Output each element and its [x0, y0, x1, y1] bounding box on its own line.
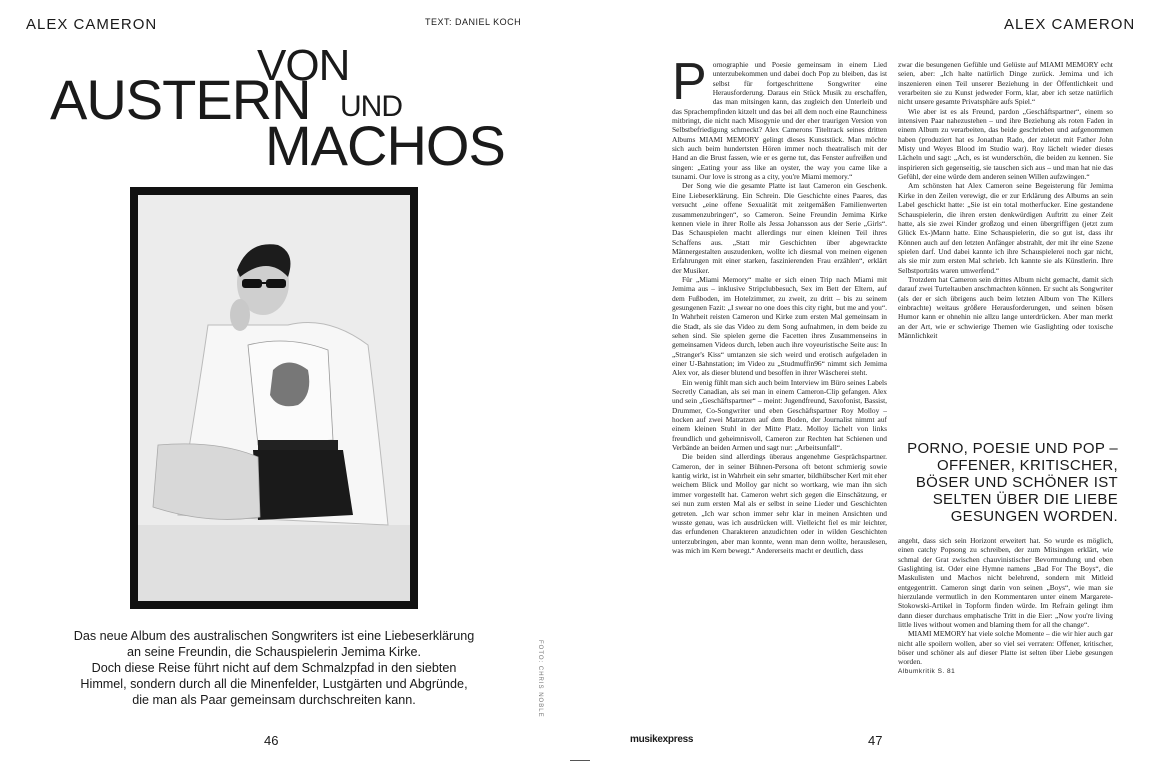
- paragraph: ornographie und Poesie gemeinsam in einem Lied unterzubekommen und dabei doch Pop zu bleiben, das ist selbst für fortgeschrittene Songwriter eine Herausforderung. Daraus ein Stück Musik zu erschaffen, das man mitsingen kann, das zugleich den Unterleib und das Sprachempfinden kitzelt und das bei all dem noch eine Raunchiness mitbringt, die nicht nach Misogynie und der eher traurigen Version von Selbstbefriedigung schmeckt? Alex Camerons Titeltrack seines dritten Albums MIAMI MEMORY gelingt dieses Kunststück. Man möchte sich auch beim hundertsten Hören immer noch theatralisch mit der Hand an die Brust fassen, wie er es gerne tut, das Fenster aufreißen und singen: „Eating your ass like an oyster, the way you came like a tsunami. Our love is strong as a city, you're Miami memory.“: [672, 60, 887, 182]
- lead-paragraph: [20, 628, 528, 708]
- paragraph: angeht, dass sich sein Horizont erweitert hat. So wurde es möglich, einen catchy Popsong zu schreiben, der zum Mitsingen erklärt, wie schmal der Grat zwischen chauvinistischer Bevormundung und eben Gaslighting ist. Oder eine Hymne namens „Bad For The Boys“, die Maskulisten und Machos nicht belehrend, sondern mit Mitleid entgegentritt. Cameron singt darin von seinen „Boys“, wie man sie hierzulande vermutlich in den Kommentaren unter einem Margarete-Stokowski-Artikel in Topform finden würde. Im Refrain gelingt ihm dann dieser durchaus emphatische Tritt in die Eier: „Now you're living little lives without women and blaming them for all the change“.: [898, 536, 1113, 630]
- portrait-photo: [130, 187, 418, 609]
- photo-credit: FOTO: CHRIS NOBLE: [537, 640, 543, 718]
- paragraph: Ein wenig fühlt man sich auch beim Interview im Büro seines Labels Secretly Canadian, als sei man in einem Cameron-Clip gefangen. Alex und sein „Geschäftspartner“ – meint: Jugendfreund, Saxofonist, Bassist, Drummer, Co-Songwriter und eben Geschäftspartner Roy Molloy – hocken auf zwei Matratzen auf dem Boden, der Journalist nimmt auf einem kleinen Stuhl in der Mitte Platz. Molloy lächelt von links freundlich und geheimnisvoll, Cameron zur Rechten hat Schienen und Verbände an beiden Armen und sagt nur: „Arbeitsunfall“.: [672, 377, 887, 453]
- article-column-1: [672, 60, 887, 720]
- paragraph: Der Song wie die gesamte Platte ist laut Cameron ein Geschenk. Eine Liebeserklärung. Ein Schrein. Die Geschichte eines Paares, das versucht „eine offene Sexualität mit zeitgemäßen Familienwerten zusammenzubringen“, so Cameron. Seine Freundin Jemima Kirke kennen viele in ihrer Rolle als Jessa Johansson aus der Serie „Girls“. Das Schauspielen macht allerdings nur einen kleinen Teil ihres Schaffens aus. „Statt mir Geschichten über abgewrackte Männergestalten auszudenken, wollte ich diesmal von meinen eigenen Erfahrungen mit einer starken, faszinierenden Frau erzählen“, erklärt der Musiker.: [672, 181, 887, 275]
- article-column-2-bottom: [898, 536, 1113, 722]
- paragraph: Trotzdem hat Cameron sein drittes Album nicht gemacht, damit sich darauf zwei Turteltauben anschmachten können. Er sucht als Songwriter (als der er sich übrigens auch beim letzten Album von The Killers einbrachte) weitaus größere Herausforderungen, und seinen bösen Humor kann er ohnehin nie allzu lange unterdrücken. Aber man merkt an der Art, wie er schwierige Themen wie Gaslighting oder toxische Männlichkeit: [898, 274, 1113, 340]
- running-head-left: ALEX CAMERON: [26, 16, 158, 33]
- paragraph: Für „Miami Memory“ malte er sich einen Trip nach Miami mit Jemima aus – inklusive Stripclubbesuch, Sex im Bett der Eltern, auf dem Fußboden, im Hotelzimmer, zu zweit, zu dritt – bis zu seinem gesungenen Fazit: „I swear no one does this city right, but me and you“. In Wahrheit reisten Cameron und Kirke zum ersten Mal gemeinsam in die Stadt, als sie das Video zu dem Song aufnahmen, in dem beide zu sehen sind. Sie spielen gerne die Facetten ihres Zusammenseins in gemeinsamen Videos durch, leben auch ihre voyeuristische Seite aus: In „Stranger's Kiss“ umtanzen sie sich weird und erotisch aufgeladen in einer U-Bahnstation; im Video zu „Studmuffin96“ nimmt sich Jemima Alex vor, als dieser blutend und besoffen in ihrer Wäscherei steht.: [672, 274, 887, 378]
- paragraph: Die beiden sind allerdings überaus angenehme Gesprächspartner. Cameron, der in seiner Bühnen-Persona oft betont schmierig sowie kantig wirkt, ist in Wahrheit ein sehr smarter, bildhübscher Kerl mit eher weichem Blick und Molloy gar nicht so wortkarg, wie man ihn sich immer vorgestellt hat. Cameron wehrt sich gegen die Einschätzung, er sei nun zum ersten Mal als er selbst in seine Lieder und Geschichten getreten. „Ich war schon immer sehr klar in meinen Ansichten und wusste genau, was ich ausdrücken will. Vielleicht fiel es mir leichter, das erfundenen Charakteren anzudichten oder in wilden Geschichten unterzubringen, aber man konnte, wenn man denn wollte, herauslesen, was mich im Kern bewegt.“ Andererseits macht er deutlich, dass: [672, 452, 887, 555]
- lead-line: die man als Paar gemeinsam durchschreiten kann.: [132, 693, 416, 707]
- paragraph: MIAMI MEMORY hat viele solche Momente – die wir hier auch gar nicht alle spoilern wollen, aber so viel sei verraten: Offener, kritischer, böser und schöner als auf dieser Platte ist selten über Liebe gesungen worden.: [898, 629, 1113, 667]
- magazine-logo: musikexpress: [630, 734, 694, 745]
- review-reference: Albumkritik S. 81: [898, 667, 956, 675]
- pull-quote-line: GESUNGEN WORDEN.: [950, 508, 1118, 525]
- drop-cap: P: [672, 60, 707, 111]
- page-number-left: 46: [264, 733, 279, 748]
- lead-line: Himmel, sondern durch all die Minenfelder, Lustgärten und Abgründe,: [80, 677, 468, 691]
- article-column-2-top: [898, 60, 1113, 428]
- gutter-mark: [570, 760, 590, 761]
- title-line-2-small: UND: [340, 90, 402, 123]
- pull-quote-line: BÖSER UND SCHÖNER IST: [915, 474, 1118, 491]
- lead-line: Das neue Album des australischen Songwriters ist eine Liebeserklärung: [73, 629, 475, 643]
- lead-line: an seine Freundin, die Schauspielerin Jemima Kirke.: [126, 645, 421, 659]
- running-head-right: ALEX CAMERON: [1004, 16, 1136, 33]
- pull-quote-line: PORNO, POESIE UND POP –: [907, 440, 1118, 457]
- page-number-right: 47: [868, 733, 883, 748]
- title-line-3: MACHOS: [265, 114, 505, 177]
- portrait-illustration: [138, 195, 410, 601]
- pull-quote: [888, 440, 1118, 525]
- pull-quote-line: OFFENER, KRITISCHER,: [936, 457, 1118, 474]
- pull-quote-line: SELTEN ÜBER DIE LIEBE: [932, 491, 1118, 508]
- paragraph: Wie aber ist es als Freund, pardon „Geschäftspartner“, einem so intensiven Paar nahezustehen – und ihre Beziehung als roten Faden in einem Album zu verarbeiten, das beide geschrieben und aufgenommen haben (produziert hat es Jonathan Rado, der zuletzt mit Father John Misty und Weyes Blood im Studio war). Roy lächelt wieder dieses Lächeln und sagt: „Ach, es ist wunderschön, die beiden zu kennen. Sie inspirieren sich gegenseitig, sie tauschen sich aus – und man hat nie das Gefühl, der eine würde dem anderen seinen Willen aufzwingen.“: [898, 106, 1113, 182]
- title-line-2: AUSTERN: [50, 68, 311, 131]
- paragraph: Am schönsten hat Alex Cameron seine Begeisterung für Jemima Kirke in den Zeilen verewigt, die er zur Erklärung des Albums an sein Label geschickt hatte: „Sie ist ein total motherfucker. Eine gestandene Schauspielerin, die ihren ersten denkwürdigen Auftritt zu einer Zeit hatte, als sie zwei Kinder großzog und einen übergriffigen (jetzt zum Glück Ex-)Mann hatte. Eine Schauspielerin, die so gut ist, dass ihr Können auch auf den letzten Anfänger abstrahlt, der mit ihr eine Szene spielen darf. Und dabei kannte ich ihre Schauspielerei noch gar nicht, als sie mir zum ersten Mal schrieb. Ich kannte sie als Künstlerin. Ihre Selbstporträts waren umwerfend.“: [898, 181, 1113, 275]
- title-line-1: VON: [257, 41, 350, 90]
- lead-line: Doch diese Reise führt nicht auf dem Schmalzpfad in den siebten: [91, 661, 457, 675]
- paragraph: zwar die besungenen Gefühle und Gelüste auf MIAMI MEMORY echt seien, aber: „Ich halte natürlich Dinge zurück. Jemima und ich inszenieren einen Teil unserer Beziehung in der Öffentlichkeit und verarbeiten sie zu Kunst jedweder Form, klar, aber ich setze natürlich nicht unsere gesamte Privatsphäre aufs Spiel.“: [898, 60, 1113, 107]
- author-credit: TEXT: DANIEL KOCH: [425, 17, 522, 27]
